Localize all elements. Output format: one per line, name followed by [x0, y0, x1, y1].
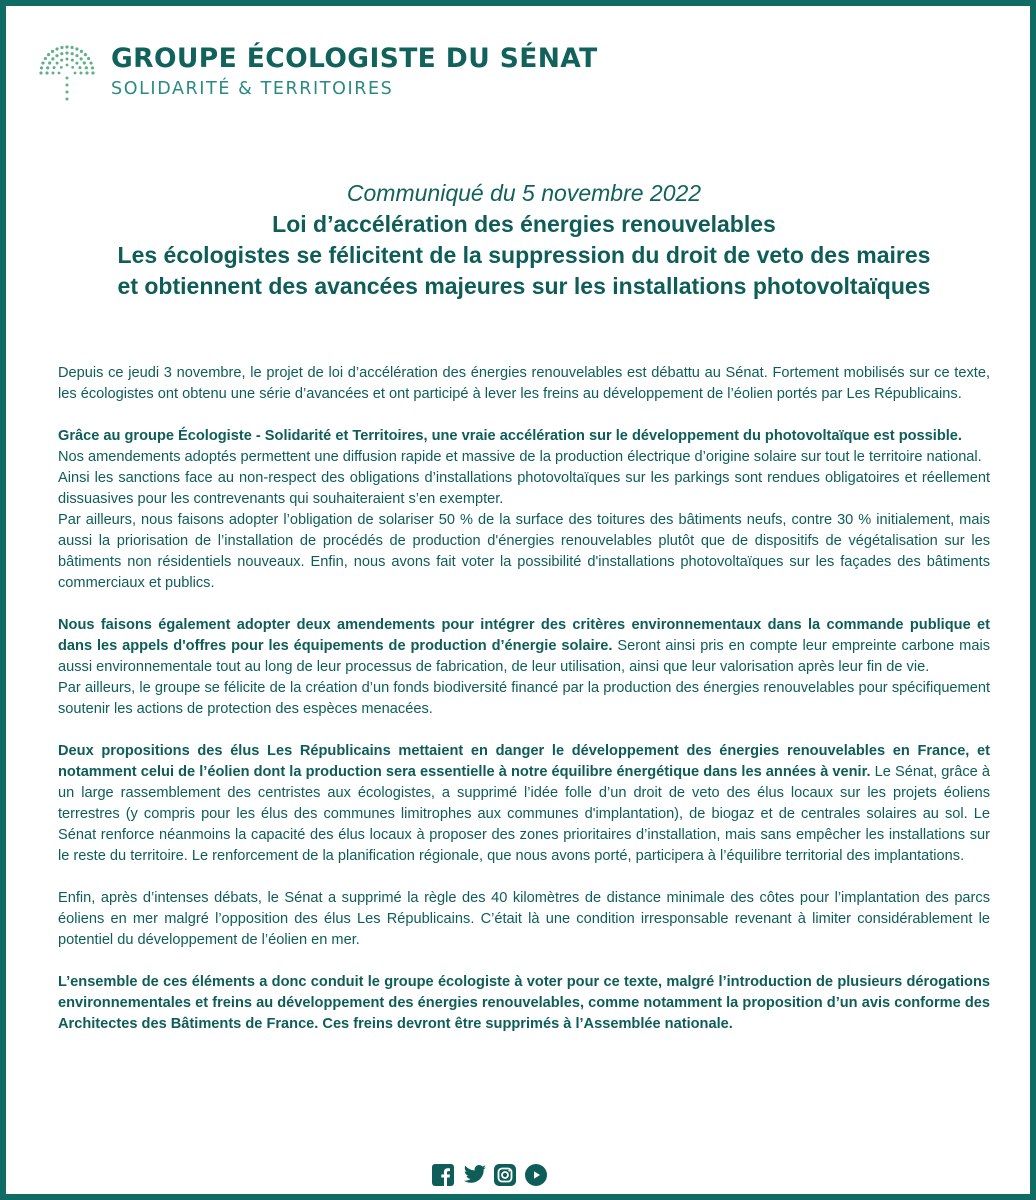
paragraph [58, 972, 990, 1035]
release-date: Communiqué du 5 novembre 2022 [346, 180, 702, 206]
paragraph-text: Nos amendements adoptés permettent une diffusion rapide et massive de la production électrique d’origine solaire sur tout le territoire national. [58, 449, 982, 465]
paragraph-text: Par ailleurs, nous faisons adopter l’obligation de solariser 50 % de la surface des toitures des bâtiments neufs, contre 30 % initialement, mais aussi la priorisation de l’installation de procédés de production d'énergies renouvelables plutôt que de dispositifs de végétalisation sur les bâtiments non résidentiels nouveaux. Enfin, nous avons fait voter la possibilité d'installations photovoltaïques sur les façades des bâtiments commerciaux et publics. [58, 512, 990, 591]
paragraph [58, 741, 990, 867]
paragraph [58, 363, 990, 405]
press-release-title [46, 178, 1002, 302]
youtube-icon[interactable] [525, 1164, 547, 1186]
brand-subtitle: SOLIDARITÉ & TERRITOIRES [111, 79, 394, 99]
headline-line-1: Loi d’accélération des énergies renouvelables [272, 211, 776, 237]
paragraph-text: Le Sénat, grâce à un large rassemblement des centristes aux écologistes, a supprimé l’idée folle d’un droit de veto des élus locaux sur les projets éoliens terrestres (y compris pour les élus des communes limitrophes aux communes d'implantation), de biogaz et de centrales solaires au sol. Le Sénat renforce néanmoins la capacité des élus locaux à proposer des zones prioritaires d’installation, mais sans empêcher les installations sur le reste du territoire. Le renforcement de la planification régionale, que nous avons porté, participera à l’équilibre territorial des implantations. [58, 764, 990, 864]
paragraph-text: Depuis ce jeudi 3 novembre, le projet de loi d’accélération des énergies renouvelables est débattu au Sénat. Fortement mobilisés sur ce texte, les écologistes ont obtenu une série d’avancées et ont participé à lever les freins au développement de l’éolien portés par Les Républicains. [58, 365, 990, 402]
instagram-icon[interactable] [494, 1164, 516, 1186]
paragraph-text: Enfin, après d’intenses débats, le Sénat a supprimé la règle des 40 kilomètres de distance minimale des côtes pour l’implantation des parcs éoliens en mer malgré l’opposition des élus Les Républicains. C’était là une condition irresponsable revenant à limiter considérablement le potentiel du développement de l’éolien en mer. [58, 890, 990, 948]
twitter-icon[interactable] [463, 1164, 485, 1186]
paragraph-lead: Grâce au groupe Écologiste - Solidarité et Territoires, une vraie accélération sur le développement du photovoltaïque est possible. [58, 428, 962, 444]
paragraph-lead: Deux propositions des élus Les Républicains mettaient en danger le développement des énergies renouvelables en France, et notamment celui de l’éolien dont la production sera essentielle à notre équilibre énergétique dans les années à venir. [58, 743, 990, 780]
paragraph-text: Par ailleurs, le groupe se félicite de la création d’un fonds biodiversité financé par la production des énergies renouvelables pour spécifiquement soutenir les actions de protection des espèces menacées. [58, 680, 990, 717]
headline-line-3: et obtiennent des avancées majeures sur les installations photovoltaïques [117, 273, 931, 299]
paragraph-text: Seront ainsi pris en compte leur empreinte carbone mais aussi environnementale tout au long de leur processus de fabrication, de leur utilisation, ainsi que leur valorisation après leur fin de vie. [58, 638, 990, 675]
header [36, 42, 656, 108]
paragraph [58, 426, 990, 594]
social-links [432, 1164, 552, 1188]
brand [111, 44, 598, 100]
headline-line-2: Les écologistes se félicitent de la suppression du droit de veto des maires [117, 242, 931, 268]
brand-name: GROUPE ÉCOLOGISTE DU SÉNAT [111, 43, 598, 74]
paragraph-lead: L’ensemble de ces éléments a donc conduit le groupe écologiste à voter pour ce texte, malgré l’introduction de plusieurs dérogations environnementales et freins au développement des énergies renouvelables, comme notamment la proposition d’un avis conforme des Architectes des Bâtiments de France. Ces freins devront être supprimés à l’Assemblée nationale. [58, 974, 990, 1032]
paragraph-text: Ainsi les sanctions face au non-respect des obligations d’installations photovoltaïques sur les parkings sont rendues obligatoires et réellement dissuasives pour les contrevenants qui souhaiteraient s’en exempter. [58, 470, 990, 507]
paragraph [58, 615, 990, 720]
dotted-fan-logo-icon [36, 42, 98, 104]
paragraph [58, 888, 990, 951]
paragraph-lead: Nous faisons également adopter deux amendements pour intégrer des critères environnementaux dans la commande publique et dans les appels d'offres pour les équipements de production d’énergie solaire. [58, 617, 990, 654]
release-body [58, 363, 990, 1056]
facebook-icon[interactable] [432, 1164, 454, 1186]
